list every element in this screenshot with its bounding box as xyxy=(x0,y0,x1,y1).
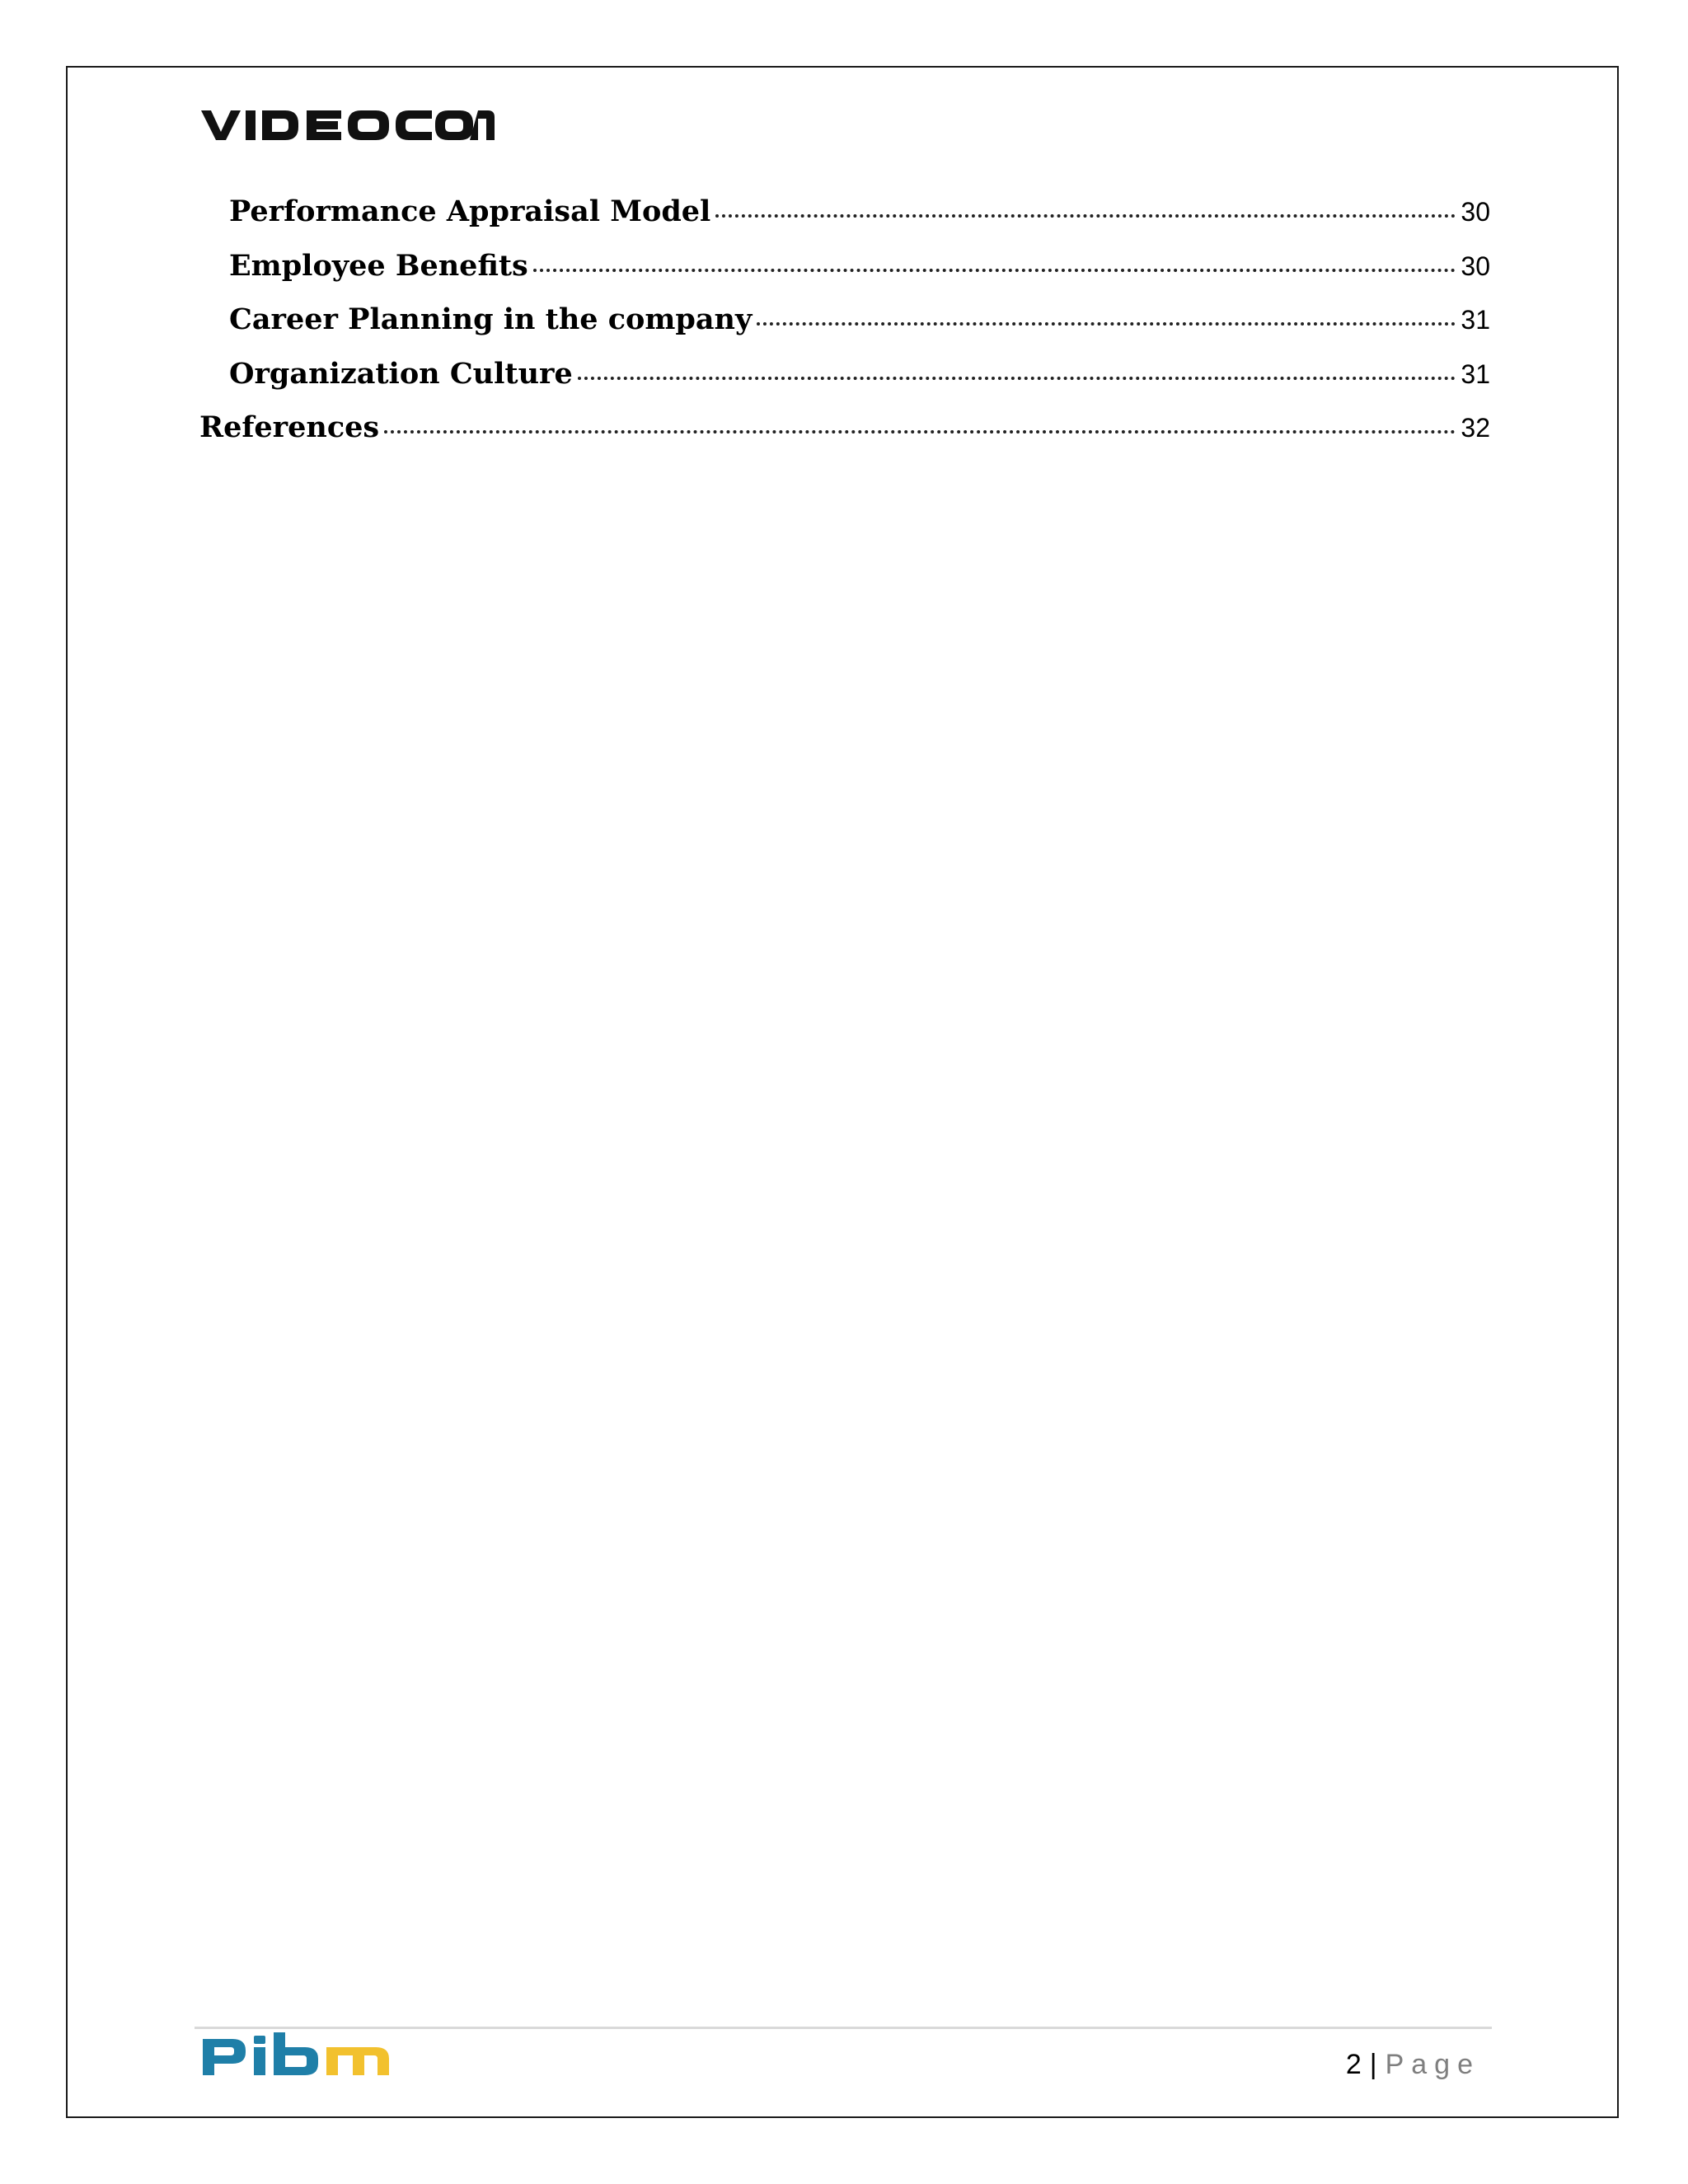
toc-dot-leader xyxy=(715,213,1456,218)
toc-entry[interactable] xyxy=(199,194,1490,249)
toc-entry-title: Career Planning in the company xyxy=(229,302,753,336)
page-separator: | xyxy=(1369,2049,1377,2080)
table-of-contents xyxy=(199,194,1490,465)
toc-entry-page: 31 xyxy=(1461,305,1490,335)
toc-entry-title: Employee Benefits xyxy=(229,248,528,283)
footer-divider xyxy=(195,2027,1492,2029)
toc-entry-page: 31 xyxy=(1461,359,1490,389)
toc-entry-title: Performance Appraisal Model xyxy=(229,194,711,228)
pibm-logo xyxy=(203,2032,391,2079)
toc-entry[interactable] xyxy=(199,410,1490,465)
toc-entry-page: 30 xyxy=(1461,251,1490,281)
toc-dot-leader xyxy=(533,268,1456,272)
toc-dot-leader xyxy=(757,321,1456,326)
toc-entry[interactable] xyxy=(199,249,1490,303)
toc-entry-title: References xyxy=(199,410,380,444)
page-number: 2 xyxy=(1345,2049,1362,2080)
videocon-logo xyxy=(199,99,496,145)
toc-entry[interactable] xyxy=(199,357,1490,411)
page-number-footer xyxy=(1346,2049,1480,2081)
toc-entry-title: Organization Culture xyxy=(229,356,573,391)
toc-dot-leader xyxy=(384,429,1456,434)
page-label: Page xyxy=(1385,2049,1480,2080)
toc-entry[interactable] xyxy=(199,302,1490,357)
toc-dot-leader xyxy=(578,376,1456,380)
toc-entry-page: 30 xyxy=(1461,197,1490,227)
toc-entry-page: 32 xyxy=(1461,413,1490,443)
